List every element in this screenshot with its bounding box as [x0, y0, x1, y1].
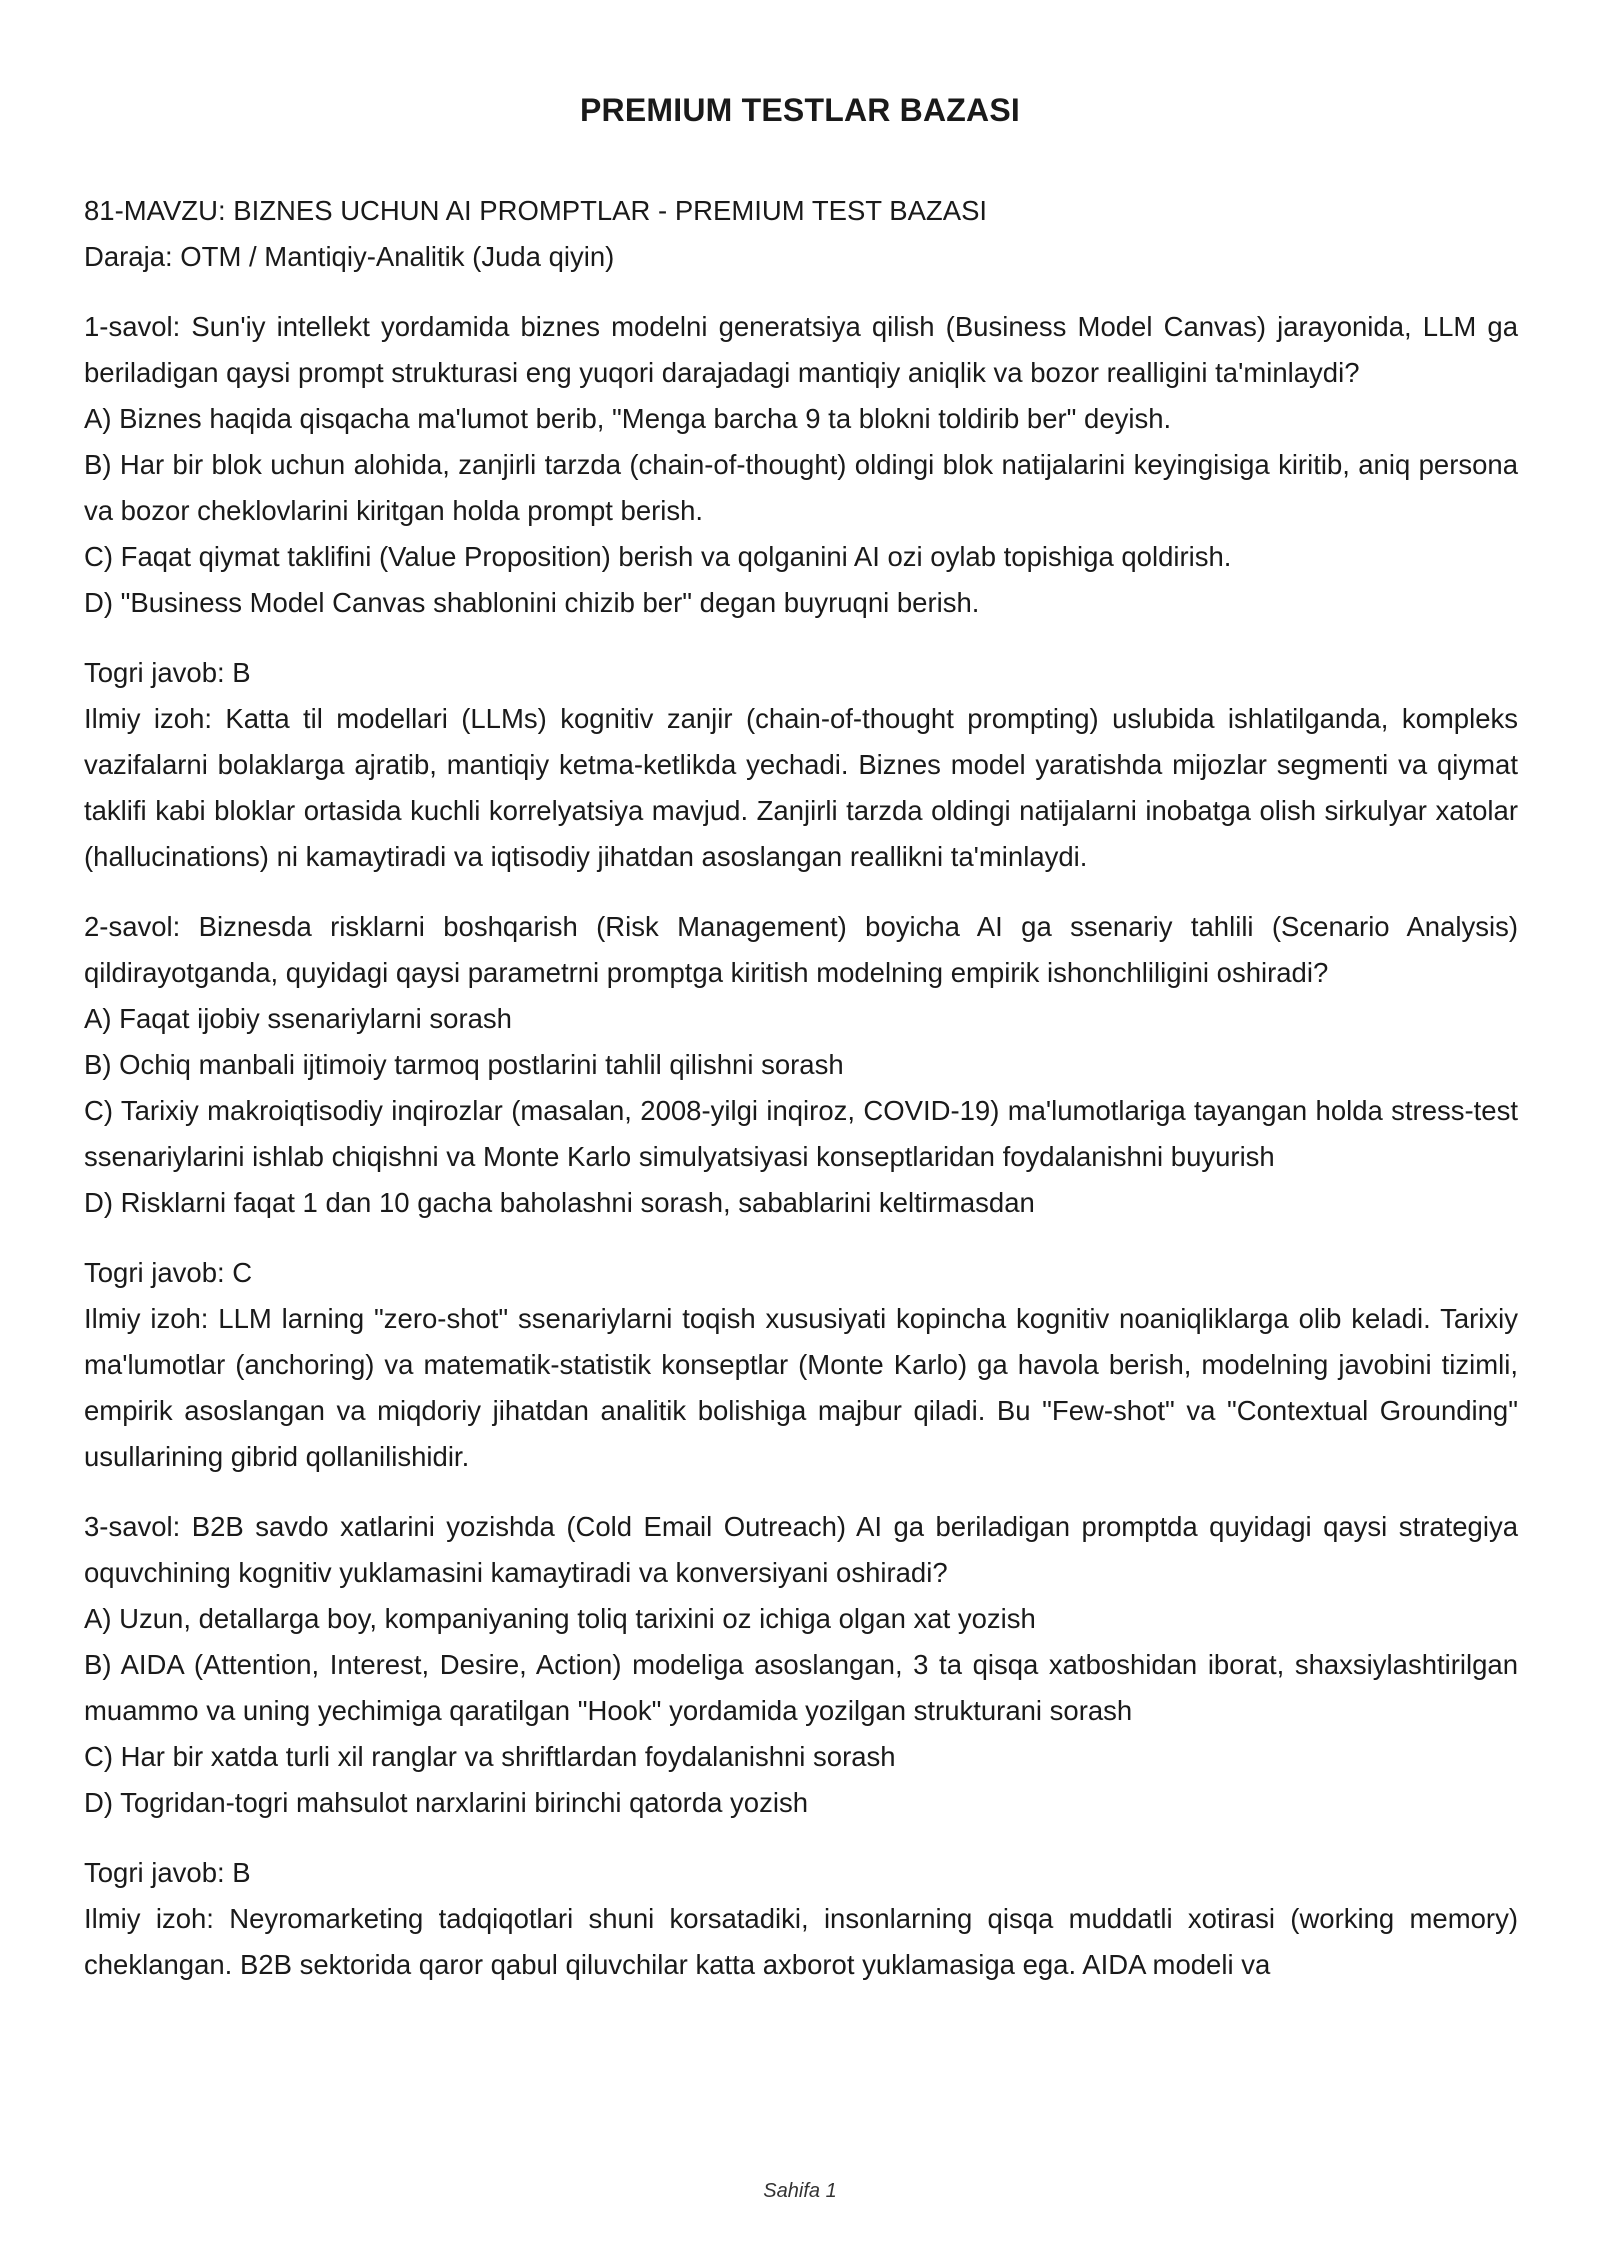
- option-c: C) Har bir xatda turli xil ranglar va shriftlardan foydalanishni sorash: [84, 1741, 896, 1772]
- topic-heading: 81-MAVZU: BIZNES UCHUN AI PROMPTLAR - PREMIUM TEST BAZASI: [84, 195, 988, 226]
- question-text: 1-savol: Sun'iy intellekt yordamida biznes modelni generatsiya qilish (Business Model Canvas) jarayonida, LLM ga beriladigan qaysi prompt strukturasi eng yuqori darajadagi mantiqiy aniqlik va bozor realligini ta'minlaydi?: [84, 311, 1518, 388]
- option-d: D) Risklarni faqat 1 dan 10 gacha baholashni sorash, sabablarini keltirmasdan: [84, 1187, 1035, 1218]
- level-line: Daraja: OTM / Mantiqiy-Analitik (Juda qiyin): [84, 241, 615, 272]
- page-number: Sahifa 1: [763, 2180, 837, 2202]
- option-c: C) Faqat qiymat taklifini (Value Proposition) berish va qolganini AI ozi oylab topishiga qoldirish.: [84, 541, 1232, 572]
- question-text: 3-savol: B2B savdo xatlarini yozishda (Cold Email Outreach) AI ga beriladigan promptda quyidagi qaysi strategiya oquvchining kognitiv yuklamasini kamaytiradi va konversiyani oshiradi?: [84, 1511, 1518, 1588]
- correct-answer: Togri javob: B: [84, 657, 251, 688]
- question-text: 2-savol: Biznesda risklarni boshqarish (Risk Management) boyicha AI ga ssenariy tahlili (Scenario Analysis) qildirayotganda, quyidagi qaysi parametrni promptga kiritish modelning empirik ishonchliligini oshiradi?: [84, 911, 1518, 988]
- document-body: [84, 188, 1518, 1988]
- question-block-1: [84, 304, 1518, 880]
- correct-answer: Togri javob: C: [84, 1257, 253, 1288]
- correct-answer: Togri javob: B: [84, 1857, 251, 1888]
- option-b: B) AIDA (Attention, Interest, Desire, Action) modeliga asoslangan, 3 ta qisqa xatboshidan iborat, shaxsiylashtirilgan muammo va uning yechimiga qaratilgan "Hook" yordamida yozilgan strukturani sorash: [84, 1649, 1518, 1726]
- question-block-3: [84, 1504, 1518, 1988]
- explanation: Ilmiy izoh: LLM larning "zero-shot" ssenariylarni toqish xususiyati kopincha kognitiv noaniqliklarga olib keladi. Tarixiy ma'lumotlar (anchoring) va matematik-statistik konseptlar (Monte Karlo) ga havola berish, modelning javobini tizimli, empirik asoslangan va miqdoriy jihatdan analitik bolishiga majbur qiladi. Bu "Few-shot" va "Contextual Grounding" usullarining gibrid qollanilishidir.: [84, 1303, 1518, 1472]
- question-block-2: [84, 904, 1518, 1480]
- option-c: C) Tarixiy makroiqtisodiy inqirozlar (masalan, 2008-yilgi inqiroz, COVID-19) ma'lumotlariga tayangan holda stress-test ssenariylarini ishlab chiqishni va Monte Karlo simulyatsiyasi konseptlaridan foydalanishni buyurish: [84, 1095, 1518, 1172]
- option-a: A) Uzun, detallarga boy, kompaniyaning toliq tarixini oz ichiga olgan xat yozish: [84, 1603, 1036, 1634]
- option-b: B) Ochiq manbali ijtimoiy tarmoq postlarini tahlil qilishni sorash: [84, 1049, 844, 1080]
- page-title: PREMIUM TESTLAR BAZASI: [580, 92, 1020, 128]
- option-d: D) Togridan-togri mahsulot narxlarini birinchi qatorda yozish: [84, 1787, 808, 1818]
- option-b: B) Har bir blok uchun alohida, zanjirli tarzda (chain-of-thought) oldingi blok natijalarini keyingisiga kiritib, aniq persona va bozor cheklovlarini kiritgan holda prompt berish.: [84, 449, 1518, 526]
- option-a: A) Biznes haqida qisqacha ma'lumot berib, "Menga barcha 9 ta blokni toldirib ber" deyish.: [84, 403, 1172, 434]
- option-a: A) Faqat ijobiy ssenariylarni sorash: [84, 1003, 512, 1034]
- option-d: D) "Business Model Canvas shablonini chizib ber" degan buyruqni berish.: [84, 587, 980, 618]
- explanation: Ilmiy izoh: Neyromarketing tadqiqotlari shuni korsatadiki, insonlarning qisqa muddatli xotirasi (working memory) cheklangan. B2B sektorida qaror qabul qiluvchilar katta axborot yuklamasiga ega. AIDA modeli va: [84, 1903, 1518, 1980]
- explanation: Ilmiy izoh: Katta til modellari (LLMs) kognitiv zanjir (chain-of-thought prompting) uslubida ishlatilganda, kompleks vazifalarni bolaklarga ajratib, mantiqiy ketma-ketlikda yechadi. Biznes model yaratishda mijozlar segmenti va qiymat taklifi kabi bloklar ortasida kuchli korrelyatsiya mavjud. Zanjirli tarzda oldingi natijalarni inobatga olish sirkulyar xatolar (hallucinations) ni kamaytiradi va iqtisodiy jihatdan asoslangan reallikni ta'minlaydi.: [84, 703, 1518, 872]
